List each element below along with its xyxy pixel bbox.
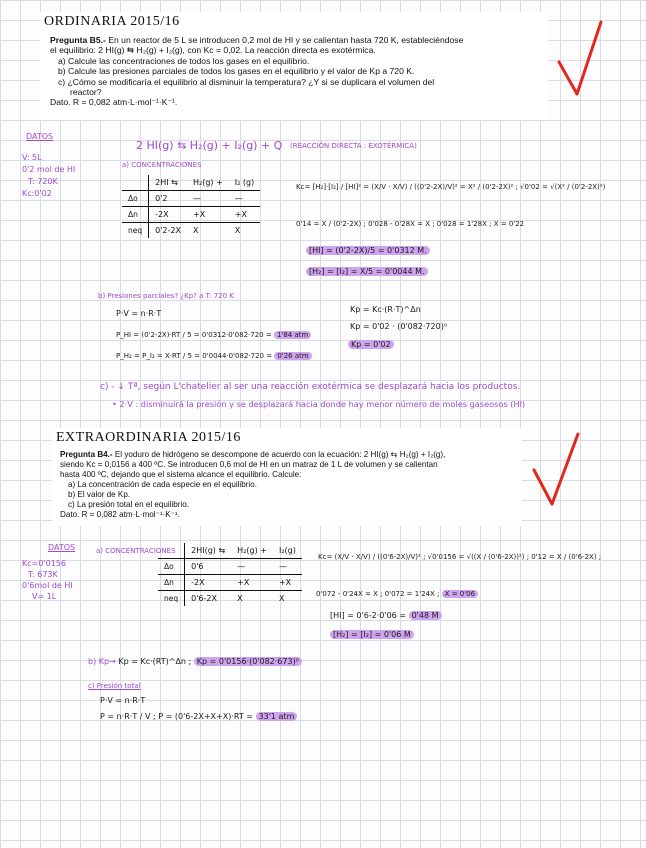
table-header-cell: 2HI ⇆ <box>149 175 187 191</box>
table-cell: Δn <box>122 207 149 223</box>
extraordinaria-block <box>52 428 522 526</box>
table-header-cell: 2HI(g) ⇆ <box>185 543 232 559</box>
table-cell: 0'2 <box>149 191 187 207</box>
p-h2-expr: P_H₂ = P_I₂ = X·RT / 5 = 0'0044·0'082·720 = <box>116 352 273 360</box>
table-cell: 0'6-2X <box>191 594 217 603</box>
datos-item: Kc:0'02 <box>22 189 52 198</box>
table-cell: 0'2-2X <box>155 226 181 235</box>
statement-line: siendo Kc = 0,0156 a 400 ºC. Se introducen 0,6 mol de HI en un matraz de 1 L de volumen y se calientan <box>60 460 438 469</box>
part-a-label: a) CONCENTRACIONES <box>96 547 176 555</box>
table-cell: neq <box>158 591 185 607</box>
part-a-label: a) CONCENTRACIONES <box>122 161 202 169</box>
table-cell: -2X <box>149 207 187 223</box>
dato-line: Dato. R = 0,082 atm·L·mol⁻¹·K⁻¹. <box>50 97 178 108</box>
p-hi-result: 1'84 atm <box>274 331 311 339</box>
datos-title: DATOS <box>26 132 54 141</box>
datos-title: DATOS <box>48 543 76 552</box>
ordinaria-heading: ORDINARIA 2015/16 <box>44 14 180 29</box>
hi-concentration <box>330 611 442 620</box>
table-cell: +X <box>187 207 229 223</box>
table-header-cell: H₂(g) + <box>231 543 273 559</box>
ice-table <box>122 175 260 238</box>
table-cell: neq <box>122 223 149 239</box>
part-b-label: b) Presiones parciales? ¿Kp? a T: 720 K <box>98 292 234 300</box>
ordinaria-question <box>40 35 548 108</box>
pv-law: P·V = n·R·T <box>100 696 146 705</box>
p-hi-expr: P_HI = (0'2-2X)·RT / 5 = 0'0312·0'082·720 = <box>116 331 272 339</box>
kc-expression: Kc= (X/V · X/V) / ((0'6-2X)/V)² ; √0'0156 = √((X / (0'6-2X))²) ; 0'12 = X / (0'6-2X) ; <box>318 553 602 561</box>
table-cell: — <box>231 559 273 575</box>
ordinaria-block <box>40 12 548 120</box>
statement-line: En un reactor de 5 L se introducen 0,2 mol de HI y se calientan hasta 720 K, estableciéndose <box>105 35 464 45</box>
kp-result-line <box>348 340 394 349</box>
table-header-cell: H₂(g) + <box>187 175 229 191</box>
question-item-a: a) La concentración de cada especie en el equilibrio. <box>68 480 257 489</box>
h2-label-highlight: [H₂] = [I₂] = X/5 = 0'0044 M. <box>306 267 428 276</box>
table-cell: +X <box>229 207 260 223</box>
part-c-line-1: c) - ↓ Tª, según L'chatelier al ser una reacción exotérmica se desplazará hacia los productos. <box>100 382 521 392</box>
statement-line: El yoduro de hidrógeno se descompone de acuerdo con la ecuación: 2 HI(g) ⇆ H₂(g) + I₂(g), <box>112 450 446 459</box>
table-cell: X <box>278 594 285 603</box>
dato-line: Dato. R = 0,082 atm·L·mol⁻¹·K⁻¹. <box>60 510 180 519</box>
extraordinaria-heading: EXTRAORDINARIA 2015/16 <box>56 430 241 445</box>
p-h2-result: 0'26 atm <box>274 352 311 360</box>
hi-label-highlight: [HI] = (0'2-2X)/5 = 0'0312 M. <box>306 246 430 255</box>
solve-expr: 0'072 - 0'24X = X ; 0'072 = 1'24X ; <box>316 590 440 598</box>
datos-item: V= 1L <box>32 592 57 601</box>
kp-result: Kp = 0'02 <box>348 340 394 349</box>
solve-line: 0'14 = X / (0'2-2X) ; 0'028 - 0'28X = X ; 0'028 = 1'28X ; X = 0'22 <box>296 220 525 228</box>
hi-concentration <box>306 246 430 255</box>
part-c-line-2: • 2·V : disminuirá la presión y se desplazará hacia donde hay menor número de moles gaseosos (HI) <box>112 399 526 409</box>
question-label: Pregunta B4.- <box>60 450 113 459</box>
kc-expression: Kc= [H₂]·[I₂] / [HI]² = (X/V · X/V) / ((0'2-2X)/V)² = X² / (0'2-2X)² ; √0'02 = √(X² / (0'2-2X)²) <box>296 183 606 191</box>
datos-item: T: 673K <box>28 570 58 579</box>
table-header-cell <box>158 543 185 559</box>
kp-substitution: Kp = 0'02 · (0'082·720)⁰ <box>350 322 448 331</box>
hi-result: 0'48 M <box>409 611 442 620</box>
question-label: Pregunta B5.- <box>50 35 106 45</box>
question-item-c-cont: reactor? <box>70 87 102 98</box>
x-result: X = 0'06 <box>442 590 478 598</box>
datos-item: 0'6mol de HI <box>22 581 73 590</box>
extraordinaria-question <box>52 450 522 520</box>
table-cell: — <box>273 559 302 575</box>
pv-law: P·V = n·R·T <box>116 309 162 318</box>
kp-relation: Kp = Kc·(R·T)^Δn <box>350 305 421 314</box>
table-cell: Δo <box>122 191 149 207</box>
p-h2-line <box>116 352 312 360</box>
checkmark-icon <box>530 430 582 510</box>
datos-item: Kc=0'0156 <box>22 559 66 568</box>
table-cell: +X <box>231 575 273 591</box>
datos-item: 0'2 mol de HI <box>22 165 76 174</box>
table-cell: — <box>229 191 260 207</box>
hi-expr: [HI] = 0'6-2·0'06 = <box>330 611 407 620</box>
table-cell: +X <box>273 575 302 591</box>
p-sum: ; P = (0'6-2X+X+X)·RT = <box>153 712 253 721</box>
table-cell: X <box>192 226 199 235</box>
question-item-a: a) Calcule las concentraciones de todos los gases en el equilibrio. <box>58 55 310 66</box>
reaction-note: (REACCIÓN DIRECTA : EXOTÉRMICA) <box>290 142 417 150</box>
question-item-b: b) Calcule las presiones parciales de todos los gases en el equilibrio y el valor de Kp a 720 K. <box>58 66 415 77</box>
reaction-equation: 2 HI(g) ⇆ H₂(g) + I₂(g) + Q <box>136 139 283 152</box>
table-cell: X <box>237 594 243 603</box>
datos-list <box>22 152 75 200</box>
table-cell: — <box>187 191 229 207</box>
table-header-cell: I₂(g) <box>273 543 302 559</box>
table-header-cell: I₂ (g) <box>229 175 260 191</box>
statement-line: el equilibrio: 2 HI(g) ⇆ H₂(g) + I₂(g), con Kc = 0,02. La reacción directa es exotérmica. <box>50 45 376 56</box>
ice-table <box>158 543 302 606</box>
pressure-line <box>100 712 297 721</box>
table-cell: X <box>234 226 241 235</box>
datos-list <box>22 558 73 602</box>
checkmark-icon <box>555 18 605 100</box>
p-result: 33'1 atm <box>256 712 298 721</box>
table-header-cell <box>122 175 149 191</box>
part-b-label: b) Kp→ <box>88 657 116 666</box>
table-cell: 0'6 <box>185 559 232 575</box>
kp-result: Kp = 0'0156·(0'082·673)⁰ <box>194 657 302 666</box>
datos-item: V: 5L <box>22 153 42 162</box>
table-cell: -2X <box>185 575 232 591</box>
question-item-b: b) El valor de Kp. <box>68 490 131 499</box>
solve-line <box>316 590 478 598</box>
statement-line: hasta 400 ºC, dejando que el sistema alcance el equilibrio. Calcule: <box>60 470 302 479</box>
h2-concentration <box>306 267 428 276</box>
table-cell: Δo <box>158 559 185 575</box>
part-b-line <box>88 657 302 666</box>
question-item-c: c) ¿Cómo se modificaría el equilibrio al disminuir la temperatura? ¿Y si se duplicara el volumen del <box>58 76 435 87</box>
datos-item: T: 720K <box>28 177 58 186</box>
table-cell: Δn <box>158 575 185 591</box>
p-hi-line <box>116 331 311 339</box>
kp-relation: Kp = Kc·(RT)^Δn ; <box>118 657 192 666</box>
p-formula: P = n·R·T / V <box>100 712 151 721</box>
part-c-label: c) Presión total <box>88 682 141 690</box>
h2-concentration <box>330 630 414 639</box>
question-item-c: c) La presión total en el equilibrio. <box>68 500 190 509</box>
h2-result: [H₂] = [I₂] = 0'06 M <box>330 630 414 639</box>
